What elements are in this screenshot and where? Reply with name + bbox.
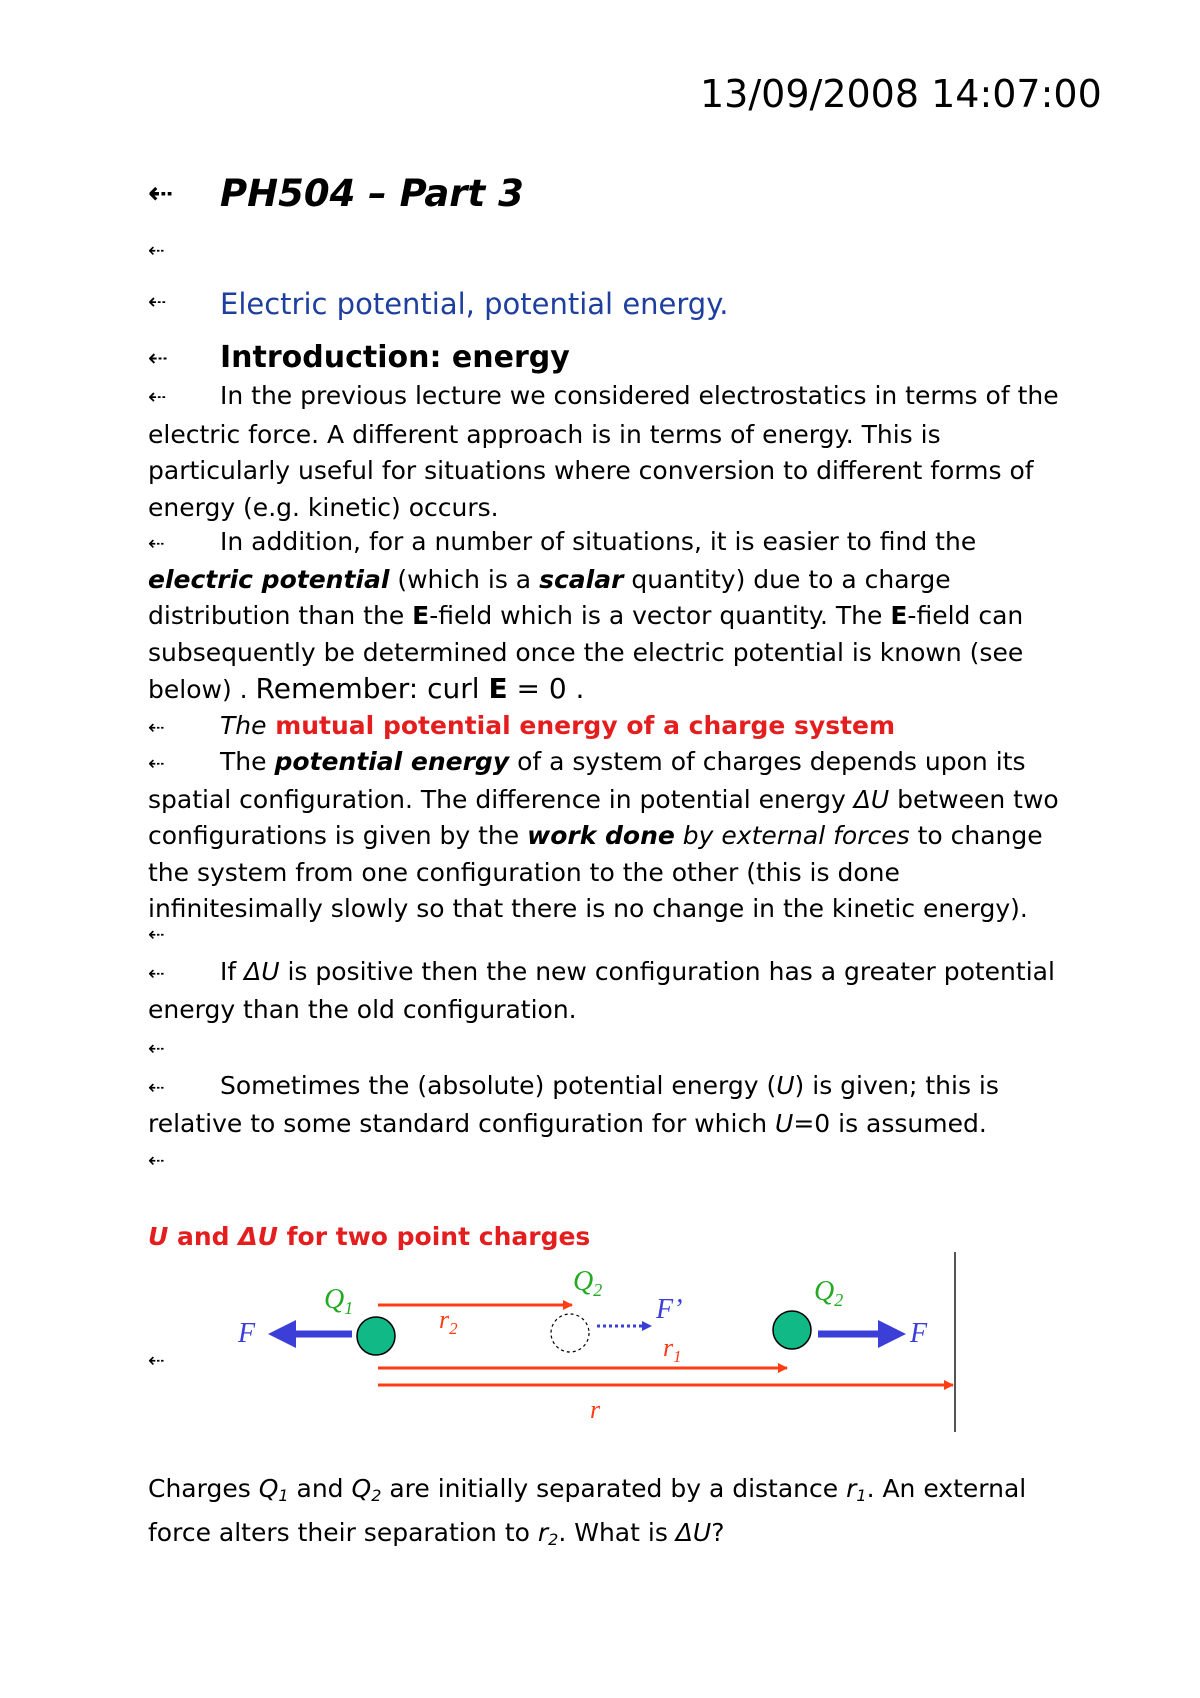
text: by external forces (674, 821, 910, 851)
subtitle: Electric potential, potential energy. (220, 287, 729, 321)
text: ? (711, 1518, 725, 1547)
label-q2-mid: $Q_2$ (573, 1266, 603, 1300)
text: The (220, 747, 275, 776)
symbol-delta-u: ΔU (853, 784, 890, 814)
charge-q2 (773, 1311, 811, 1349)
arrow-icon: ⇠ (148, 1348, 165, 1372)
text: = 0 . (507, 672, 585, 706)
text: and (288, 1474, 352, 1503)
arrow-icon: ⇠ (148, 176, 174, 211)
label-q2-right: $Q_2$ (814, 1276, 844, 1310)
symbol-r: r (537, 1518, 549, 1547)
symbol-E: E (488, 672, 508, 706)
label-f-right: F (910, 1318, 928, 1349)
page-title: PH504 – Part 3 (220, 172, 524, 215)
arrow-icon: ⇠ (148, 238, 165, 262)
intro-heading: Introduction: energy (220, 340, 570, 375)
symbol-delta-u: ΔU (244, 957, 280, 986)
text: . An external force alters their separation to (148, 1474, 1027, 1547)
subscript: 2 (548, 1530, 559, 1549)
text: to change the system from one configuration to the other (this is done infinitesimally slowly so that there is no change in the kinetic energy). (148, 821, 1043, 924)
paragraph-question (148, 1470, 1068, 1558)
text: are initially separated by a distance (381, 1474, 847, 1503)
label-f-left: F (238, 1318, 256, 1349)
text: -field can subsequently be determined once the electric potential is known (see below) . (148, 601, 1024, 705)
arrow-icon: ⇠ (148, 385, 167, 410)
text: of a system of charges depends upon its spatial configuration. The difference in potential energy (148, 747, 1026, 814)
heading-text: mutual potential energy of a charge system (266, 711, 896, 740)
text: If (220, 957, 245, 986)
arrow-icon: ⇠ (148, 1036, 165, 1060)
label-r2: $r_2$ (439, 1305, 458, 1338)
symbol-u: U (148, 1222, 169, 1251)
text: . What is (558, 1518, 676, 1547)
text: and (168, 1222, 239, 1251)
term-potential-energy: potential energy (274, 747, 510, 776)
symbol-u: U (775, 1108, 794, 1138)
arrow-icon: ⇠ (148, 531, 165, 555)
text: Charges (148, 1474, 259, 1503)
arrow-icon: ⇠ (148, 1075, 165, 1099)
subscript: 1 (278, 1486, 289, 1505)
label-q1: $Q_1$ (324, 1284, 354, 1318)
symbol-u: U (776, 1071, 795, 1100)
force-left-arrowhead (268, 1320, 296, 1348)
symbol-q: Q (258, 1474, 279, 1503)
term-electric-potential: electric potential (148, 564, 390, 594)
label-r: r (590, 1395, 601, 1424)
arrow-icon: ⇠ (148, 344, 169, 372)
symbol-delta-u: ΔU (238, 1222, 278, 1251)
text: The (220, 711, 267, 740)
arrow-icon: ⇠ (148, 922, 165, 946)
arrow-icon: ⇠ (148, 751, 165, 775)
text: (which is a (389, 564, 540, 594)
text: quantity) due to a charge distribution than the (148, 564, 951, 631)
text: between two configurations is given by the (148, 784, 1059, 851)
arrow-icon: ⇠ (148, 715, 165, 739)
symbol-delta-u: ΔU (675, 1518, 712, 1547)
text: =0 is assumed. (793, 1108, 987, 1138)
term-work-done: work done (527, 821, 675, 851)
text: is positive then the new configuration has a greater potential energy than the old configuration. (148, 957, 1055, 1024)
timestamp: 13/09/2008 14:07:00 (700, 72, 1102, 116)
force-right-arrowhead (878, 1320, 906, 1348)
charge-q1 (357, 1317, 395, 1355)
label-r1: $r_1$ (663, 1333, 682, 1366)
subscript: 1 (856, 1486, 867, 1505)
symbol-E: E (890, 601, 908, 631)
term-scalar: scalar (539, 564, 624, 594)
charge-q2-initial (551, 1314, 589, 1352)
text: Sometimes the (absolute) potential energy ( (220, 1071, 777, 1100)
text: -field which is a vector quantity. The (429, 601, 891, 631)
arrow-icon: ⇠ (148, 290, 167, 315)
symbol-q: Q (351, 1474, 372, 1503)
subscript: 2 (371, 1486, 382, 1505)
arrow-icon: ⇠ (148, 961, 165, 985)
label-f-prime: F’ (656, 1294, 683, 1325)
paragraph-text: In the previous lecture we considered electrostatics in terms of the electric force. A different approach is in terms of energy. This is particularly useful for situations where conversion to different forms of energy (e.g. kinetic) occurs. (148, 381, 1059, 522)
arrow-icon: ⇠ (148, 1148, 165, 1172)
symbol-r: r (846, 1474, 857, 1503)
text: In addition, for a number of situations, it is easier to find the (220, 527, 977, 556)
symbol-E: E (412, 601, 430, 631)
text: ) is given; this is relative to some standard configuration for which (148, 1071, 999, 1138)
remember-text: Remember: curl (255, 672, 489, 706)
text: for two point charges (277, 1222, 591, 1251)
